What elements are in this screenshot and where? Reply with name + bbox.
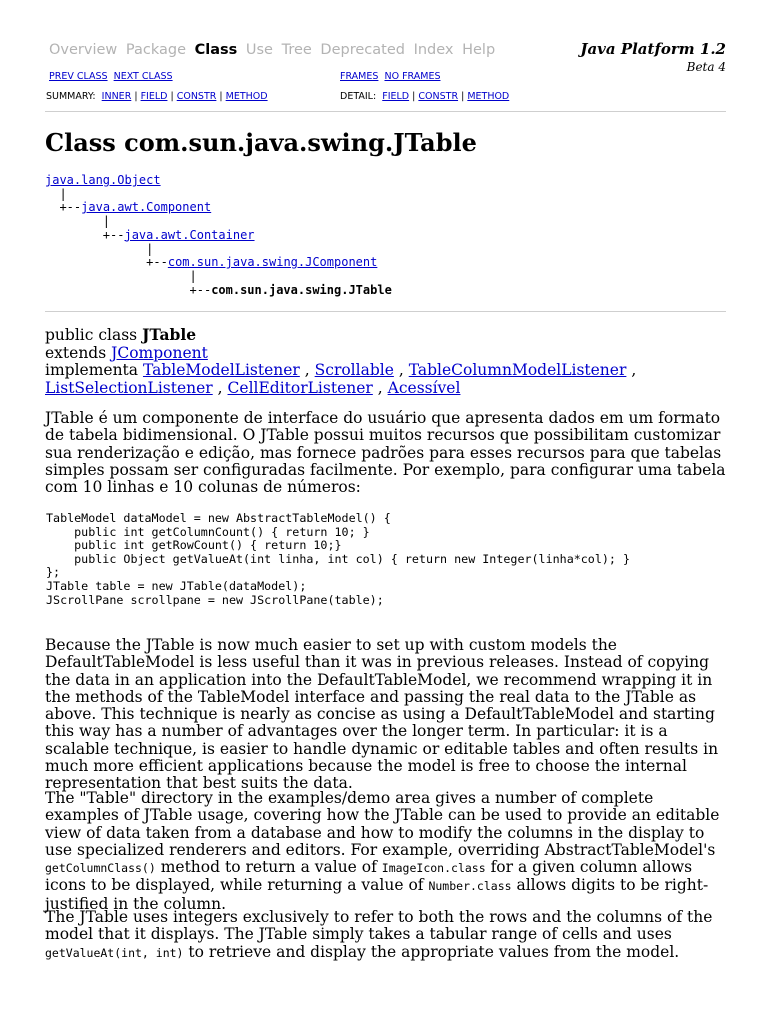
text: method to return a value of xyxy=(155,858,382,877)
interface-link[interactable]: Acessível xyxy=(387,378,461,397)
interface-link[interactable]: ListSelectionListener xyxy=(45,378,213,397)
tree-connector: | xyxy=(59,186,67,201)
tree-connector: +-- xyxy=(59,200,82,215)
detail-label: DETAIL: xyxy=(340,91,377,102)
intro-paragraph: JTable é um componente de interface do usuário que apresenta dados em um formato de tabela bidimensional. O JTable possui muitos recursos que possibilitam customizar sua renderização e edição, mas fornece padrões para esses recursos para que tabelas simples possam ser configuradas facilmente. Por exemplo, para configurar uma tabela com 10 linhas e 10 colunas de números: xyxy=(45,409,726,497)
detail-method-link[interactable]: METHOD xyxy=(467,91,510,102)
interface-link[interactable]: Scrollable xyxy=(314,361,394,379)
separator: | xyxy=(219,91,223,102)
inline-code: ImageIcon.class xyxy=(381,861,486,876)
paragraph-integers xyxy=(45,909,726,962)
tree-connector: | xyxy=(146,241,154,256)
prev-class-link[interactable]: PREV CLASS xyxy=(49,71,108,82)
text: for a given column allows icons to be displayed, while returning a value of xyxy=(45,858,693,895)
nav-deprecated[interactable]: Deprecated xyxy=(320,42,405,58)
nav-package[interactable]: Package xyxy=(125,42,186,58)
summary-method-link[interactable]: METHOD xyxy=(225,91,268,102)
inline-code: getValueAt(int, int) xyxy=(45,945,184,960)
tree-connector: | xyxy=(102,214,111,229)
extends-link[interactable]: JComponent xyxy=(111,343,208,362)
separator: | xyxy=(412,91,416,102)
inline-code: Number.class xyxy=(428,879,512,894)
detail-nav xyxy=(340,91,509,102)
interface-link[interactable]: TableModelListener xyxy=(142,361,300,379)
tree-link-object[interactable]: java.lang.Object xyxy=(45,173,161,187)
separator: | xyxy=(461,91,465,102)
interface-link[interactable]: TableColumnModelListener xyxy=(408,361,627,379)
tree-current-class: com.sun.java.swing.JTable xyxy=(211,282,392,297)
paragraph-default-model: Because the JTable is now much easier to set up with custom models the DefaultTableModel is less useful than it was in previous releases. Instead of copying the data in an application into the DefaultTableModel, we recommend wrapping it in the methods of the TableModel interface and passing the real data to the JTable as above. This technique is nearly as concise as using a DefaultTableModel and starting this way has a number of advantages over the longer term. In particular: it is a scalable technique, is easier to handle dynamic or editable tables and often results in much more efficient applications because the model is free to choose the internal representation that best suits the data. xyxy=(45,636,719,793)
declaration-line xyxy=(45,326,636,345)
interface-link[interactable]: CellEditorListener xyxy=(227,378,373,397)
separator: | xyxy=(134,91,138,102)
text: allows digits to be right-justified in the column. xyxy=(45,876,709,913)
inheritance-tree xyxy=(45,174,392,297)
top-nav xyxy=(49,42,499,58)
summary-nav xyxy=(46,91,268,102)
nav-tree[interactable]: Tree xyxy=(281,42,312,58)
nav-index[interactable]: Index xyxy=(413,42,454,58)
implements-line xyxy=(45,362,636,397)
inline-code: getColumnClass() xyxy=(45,861,156,876)
extends-label: extends xyxy=(45,343,107,362)
comma: , xyxy=(304,361,310,379)
class-nav xyxy=(49,71,173,82)
summary-field-link[interactable]: FIELD xyxy=(140,91,168,102)
nav-overview[interactable]: Overview xyxy=(49,42,118,58)
frames-nav xyxy=(340,71,440,82)
comma: , xyxy=(631,361,637,379)
nav-use[interactable]: Use xyxy=(245,42,273,58)
tree-connector: | xyxy=(189,268,197,283)
nav-help[interactable]: Help xyxy=(462,42,496,58)
tree-connector: +-- xyxy=(146,255,168,270)
divider xyxy=(45,311,726,312)
summary-constr-link[interactable]: CONSTR xyxy=(176,91,217,102)
divider xyxy=(45,111,726,112)
comma: , xyxy=(377,378,383,397)
page-title: Class com.sun.java.swing.JTable xyxy=(45,128,477,157)
class-name: JTable xyxy=(142,325,197,344)
text: The "Table" directory in the examples/demo area gives a number of complete examples of JTable usage, covering how the JTable can be used to provide an editable view of data taken from a database and how to modify the columns in the display to use specialized renderers and editors. For example, overriding AbstractTableModel's xyxy=(45,789,720,859)
text: to retrieve and display the appropriate values from the model. xyxy=(183,942,680,961)
platform-subtitle: Beta 4 xyxy=(686,60,726,74)
separator: | xyxy=(170,91,174,102)
platform-header xyxy=(580,40,726,74)
comma: , xyxy=(398,361,404,379)
platform-title: Java Platform 1.2 xyxy=(580,40,726,58)
comma: , xyxy=(217,378,223,397)
implements-label: implementa xyxy=(45,361,139,379)
detail-field-link[interactable]: FIELD xyxy=(382,91,410,102)
frames-link[interactable]: FRAMES xyxy=(340,71,379,82)
summary-inner-link[interactable]: INNER xyxy=(101,91,132,102)
tree-connector: +-- xyxy=(102,227,125,242)
next-class-link[interactable]: NEXT CLASS xyxy=(113,71,173,82)
paragraph-examples xyxy=(45,790,726,913)
class-declaration xyxy=(45,326,636,397)
no-frames-link[interactable]: NO FRAMES xyxy=(384,71,441,82)
summary-label: SUMMARY: xyxy=(46,91,96,102)
tree-link-jcomponent[interactable]: com.sun.java.swing.JComponent xyxy=(167,255,378,270)
extends-line xyxy=(45,345,636,363)
tree-link-container[interactable]: java.awt.Container xyxy=(124,227,255,242)
declaration-prefix: public class xyxy=(45,326,138,344)
text: The JTable uses integers exclusively to refer to both the rows and the columns of the model that it displays. The JTable simply takes a tabular range of cells and uses xyxy=(45,908,713,944)
tree-connector: +-- xyxy=(189,282,212,297)
code-example: TableModel dataModel = new AbstractTableModel() { public int getColumnCount() { return 10; } public int getRowCount() { return 10;} public Object getValueAt(int linha, int col) { return new Integer(linha*col); } }; JTable table = new JTable(dataModel); JScrollPane scrollpane = new JScrollPane(table); xyxy=(46,511,631,607)
tree-link-component[interactable]: java.awt.Component xyxy=(81,200,212,215)
nav-class-current: Class xyxy=(194,42,238,58)
detail-constr-link[interactable]: CONSTR xyxy=(418,91,459,102)
